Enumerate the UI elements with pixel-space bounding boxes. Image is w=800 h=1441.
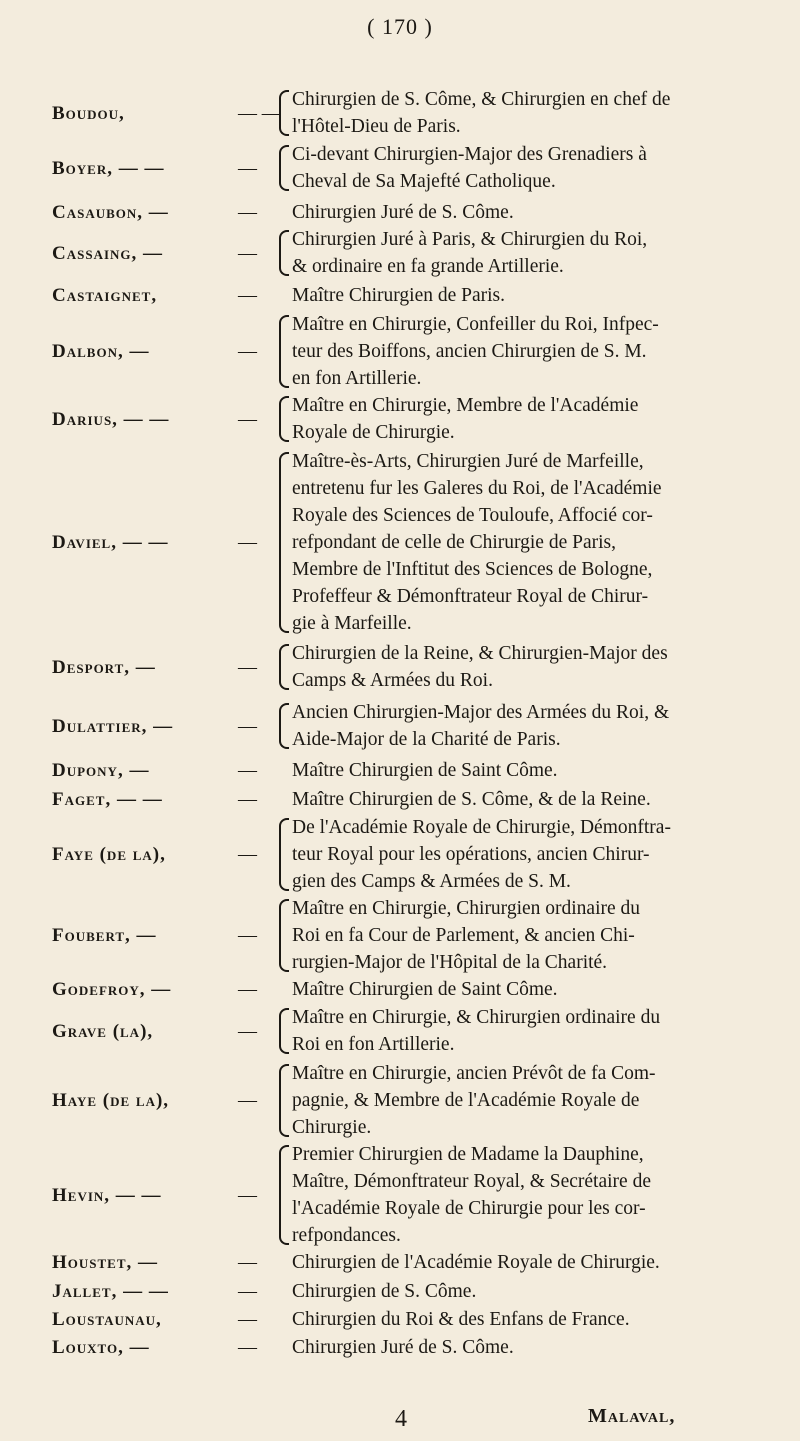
leader-dash: — (238, 1252, 257, 1273)
brace (279, 396, 289, 442)
leader-dash: — (238, 202, 257, 223)
entry (0, 1306, 800, 1333)
description (292, 1334, 778, 1361)
leader-dash: — (238, 341, 257, 362)
description-line: Camps & Armées du Roi. (292, 670, 493, 691)
entry (0, 86, 800, 140)
description-line: De l'Académie Royale de Chirurgie, Démonftra- (292, 817, 671, 838)
description-line: Roi en fa Cour de Parlement, & ancien Chi- (292, 925, 635, 946)
description-line: Chirurgien de l'Académie Royale de Chirurgie. (292, 1252, 660, 1273)
description-line: pagnie, & Membre de l'Académie Royale de (292, 1090, 640, 1111)
surname: Cassaing, — (52, 242, 164, 264)
description (292, 311, 778, 392)
description-line: refpondances. (292, 1225, 401, 1246)
entry (0, 226, 800, 280)
brace (279, 1145, 289, 1245)
description-line: Maître en Chirurgie, Confeiller du Roi, Infpec- (292, 314, 659, 335)
description-line: & ordinaire en fa grande Artillerie. (292, 256, 564, 277)
surname: Foubert, — (52, 925, 157, 946)
surname: Casaubon, — (52, 202, 169, 223)
leader-dash: — (238, 242, 257, 264)
catchword: Malaval, (588, 1405, 676, 1427)
entry (0, 895, 800, 976)
surname: Loustaunau, (52, 1309, 162, 1330)
description-line: Maître Chirurgien de Saint Côme. (292, 760, 558, 781)
leader-dash: — (238, 1337, 257, 1358)
description-line: Premier Chirurgien de Madame la Dauphine, (292, 1144, 644, 1165)
entry (0, 199, 800, 226)
description-line: l'Hôtel-Dieu de Paris. (292, 116, 461, 137)
description (292, 86, 778, 140)
description-line: Ancien Chirurgien-Major des Armées du Roi, & (292, 702, 670, 723)
leader-dash: — (238, 532, 257, 553)
description (292, 757, 778, 784)
description-line: Maître Chirurgien de S. Côme, & de la Reine. (292, 789, 651, 810)
leader-dash: — (238, 1309, 257, 1330)
description (292, 699, 778, 753)
leader-dash: — (238, 408, 257, 430)
leader-dash: — (238, 979, 257, 1000)
description (292, 976, 778, 1003)
description-line: Aide-Major de la Charité de Paris. (292, 729, 561, 750)
brace (279, 230, 289, 276)
surname: Faye (de la), (52, 844, 166, 865)
description (292, 1004, 778, 1058)
entry (0, 141, 800, 195)
description-line: en fon Artillerie. (292, 368, 422, 389)
description-line: rurgien-Major de l'Hôpital de la Charité. (292, 952, 608, 973)
leader-dash: — (238, 285, 257, 306)
surname: Desport, — (52, 656, 156, 678)
description-line: teur Royal pour les opérations, ancien Chirur- (292, 844, 650, 865)
surname: Jallet, — — (52, 1281, 169, 1302)
surname: Grave (la), (52, 1020, 154, 1042)
description-line: Chirurgien du Roi & des Enfans de France. (292, 1309, 630, 1330)
description (292, 141, 778, 195)
description (292, 1141, 778, 1249)
brace (279, 899, 289, 972)
description-line: Membre de l'Inftitut des Sciences de Bologne, (292, 559, 653, 580)
description (292, 282, 778, 309)
page-number: ( 170 ) (367, 14, 433, 39)
entry (0, 311, 800, 392)
surname: Dupony, — (52, 760, 150, 781)
description (292, 1060, 778, 1141)
description-line: teur des Boiffons, ancien Chirurgien de S. M. (292, 341, 647, 362)
entry (0, 1249, 800, 1276)
surname: Dalbon, — (52, 341, 150, 362)
description (292, 392, 778, 446)
description-line: Cheval de Sa Majefté Catholique. (292, 171, 556, 192)
leader-dash: — (238, 925, 257, 946)
leader-dash: — (238, 844, 257, 865)
surname: Darius, — — (52, 408, 170, 430)
surname: Faget, — — (52, 789, 163, 810)
leader-dash: — (238, 1281, 257, 1302)
brace (279, 1008, 289, 1054)
entry (0, 640, 800, 694)
description-line: refpondant de celle de Chirurgie de Paris, (292, 532, 616, 553)
entry (0, 1278, 800, 1305)
description (292, 814, 778, 895)
entry (0, 448, 800, 637)
entry (0, 786, 800, 813)
signature-mark: 4 (395, 1406, 407, 1432)
description (292, 199, 778, 226)
description (292, 1306, 778, 1333)
brace (279, 90, 289, 136)
description-line: Chirurgien Juré de S. Côme. (292, 1337, 514, 1358)
surname: Boyer, — — (52, 157, 165, 179)
brace (279, 452, 289, 633)
entry (0, 699, 800, 753)
brace (279, 315, 289, 388)
entry (0, 757, 800, 784)
leader-dash: — (238, 789, 257, 810)
brace (279, 703, 289, 749)
description-line: Maître-ès-Arts, Chirurgien Juré de Marfeille, (292, 451, 644, 472)
entry (0, 1141, 800, 1249)
description-line: Royale des Sciences de Touloufe, Affocié cor- (292, 505, 653, 526)
description-line: Ci-devant Chirurgien-Major des Grenadiers à (292, 144, 647, 165)
surname: Boudou, (52, 102, 125, 124)
entry (0, 1004, 800, 1058)
description-line: Royale de Chirurgie. (292, 422, 455, 443)
description-line: Chirurgien de la Reine, & Chirurgien-Major des (292, 643, 668, 664)
description-line: Maître en Chirurgie, Chirurgien ordinaire du (292, 898, 641, 919)
description-line: Chirurgie. (292, 1117, 372, 1138)
description-line: Maître en Chirurgie, & Chirurgien ordinaire du (292, 1007, 661, 1028)
description-line: Roi en fon Artillerie. (292, 1034, 455, 1055)
description-line: Maître en Chirurgie, Membre de l'Académie (292, 395, 639, 416)
brace (279, 145, 289, 191)
brace (279, 1064, 289, 1137)
description-line: Maître Chirurgien de Saint Côme. (292, 979, 558, 1000)
leader-dash: — (238, 760, 257, 781)
entry (0, 814, 800, 895)
leader-dash: — — (238, 102, 281, 124)
entry (0, 1060, 800, 1141)
description-line: Chirurgien de S. Côme, & Chirurgien en chef de (292, 89, 671, 110)
description-line: Chirurgien Juré de S. Côme. (292, 202, 514, 223)
description-line: l'Académie Royale de Chirurgie pour les cor- (292, 1198, 646, 1219)
description-line: entretenu fur les Galeres du Roi, de l'Académie (292, 478, 662, 499)
description (292, 448, 778, 637)
description-line: Profeffeur & Démonftrateur Royal de Chirur- (292, 586, 649, 607)
surname: Castaignet, (52, 285, 158, 306)
leader-dash: — (238, 1020, 257, 1042)
surname: Hevin, — — (52, 1184, 162, 1206)
leader-dash: — (238, 1090, 257, 1111)
entry (0, 976, 800, 1003)
entry (0, 282, 800, 309)
description (292, 786, 778, 813)
leader-dash: — (238, 157, 257, 179)
description-line: gie à Marfeille. (292, 613, 412, 634)
surname: Haye (de la), (52, 1090, 170, 1111)
surname: Daviel, — — (52, 532, 169, 553)
description-line: Chirurgien Juré à Paris, & Chirurgien du Roi, (292, 229, 648, 250)
surname: Louxto, — (52, 1337, 150, 1358)
description (292, 895, 778, 976)
brace (279, 644, 289, 690)
description-line: gien des Camps & Armées de S. M. (292, 871, 571, 892)
leader-dash: — (238, 656, 257, 678)
description-line: Maître Chirurgien de Paris. (292, 285, 506, 306)
description (292, 1278, 778, 1305)
description (292, 1249, 778, 1276)
entry (0, 1334, 800, 1361)
description (292, 640, 778, 694)
entry (0, 392, 800, 446)
description (292, 226, 778, 280)
surname: Dulattier, — (52, 715, 174, 737)
brace (279, 818, 289, 891)
description-line: Maître, Démonftrateur Royal, & Secrétaire de (292, 1171, 651, 1192)
surname: Houstet, — (52, 1252, 159, 1273)
leader-dash: — (238, 715, 257, 737)
surname: Godefroy, — (52, 979, 172, 1000)
description-line: Chirurgien de S. Côme. (292, 1281, 477, 1302)
leader-dash: — (238, 1184, 257, 1206)
description-line: Maître en Chirurgie, ancien Prévôt de fa Com- (292, 1063, 656, 1084)
